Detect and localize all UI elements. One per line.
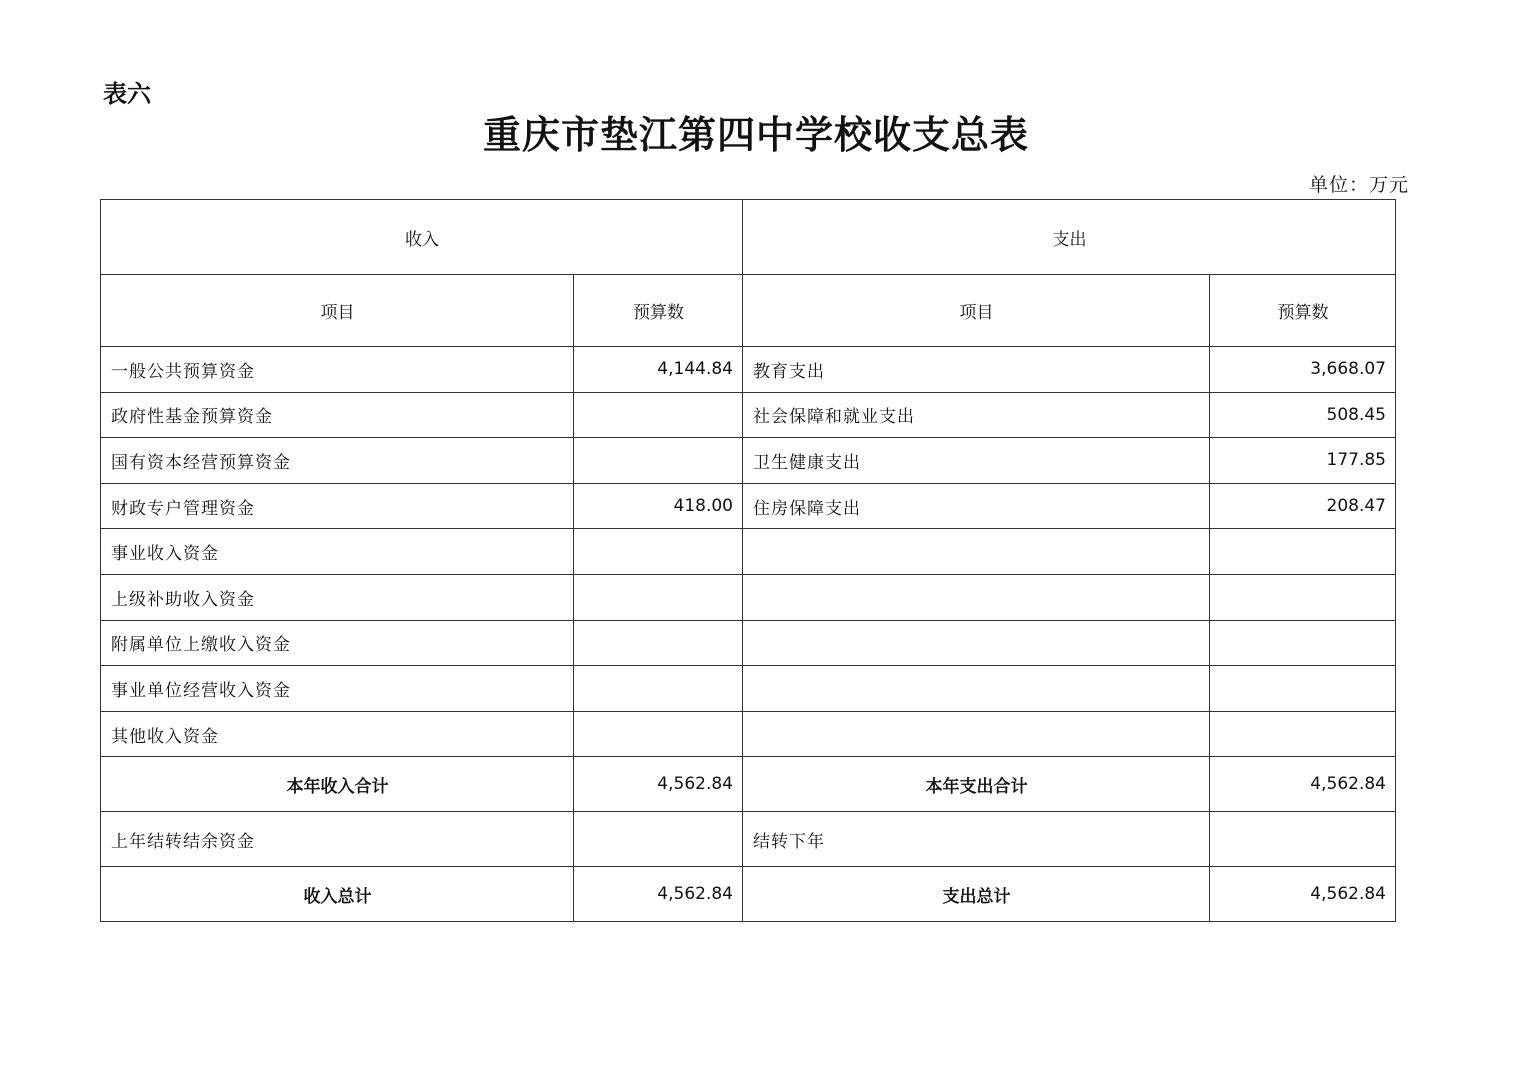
income-amount-cell <box>574 438 743 484</box>
expense-item-cell: 卫生健康支出 <box>743 438 1210 484</box>
carryover-row <box>101 812 1396 867</box>
income-item-cell: 上级补助收入资金 <box>101 574 574 620</box>
expense-amount-cell <box>1210 711 1396 757</box>
table-row <box>101 483 1396 529</box>
income-total-amount: 4,562.84 <box>574 867 743 922</box>
expense-subtotal-amount: 4,562.84 <box>1210 757 1396 812</box>
expense-item-cell <box>743 620 1210 666</box>
table-row <box>101 392 1396 438</box>
expense-item-cell: 住房保障支出 <box>743 483 1210 529</box>
expense-amount-cell: 208.47 <box>1210 483 1396 529</box>
table-row <box>101 529 1396 575</box>
expense-group-header: 支出 <box>743 200 1396 275</box>
income-amount-cell: 4,144.84 <box>574 347 743 393</box>
expense-item-cell <box>743 666 1210 712</box>
table-row <box>101 666 1396 712</box>
expense-item-cell <box>743 574 1210 620</box>
expense-amount-cell <box>1210 620 1396 666</box>
income-subtotal-amount: 4,562.84 <box>574 757 743 812</box>
column-header-row <box>101 275 1396 347</box>
income-group-header: 收入 <box>101 200 743 275</box>
income-carryover-label: 上年结转结余资金 <box>101 812 574 867</box>
unit-note: 单位：万元 <box>1308 174 1409 196</box>
expense-amount-cell <box>1210 574 1396 620</box>
income-item-cell: 国有资本经营预算资金 <box>101 438 574 484</box>
expense-total-label: 支出总计 <box>743 867 1210 922</box>
subtotal-row <box>101 757 1396 812</box>
grand-total-row <box>101 867 1396 922</box>
expense-item-cell <box>743 711 1210 757</box>
table-row <box>101 620 1396 666</box>
table-number-label: 表六 <box>103 80 151 108</box>
expense-amount-cell: 508.45 <box>1210 392 1396 438</box>
expense-amount-cell <box>1210 529 1396 575</box>
income-amount-cell <box>574 529 743 575</box>
expense-item-cell: 教育支出 <box>743 347 1210 393</box>
expense-amount-cell <box>1210 666 1396 712</box>
income-total-label: 收入总计 <box>101 867 574 922</box>
expense-carryover-amount <box>1210 812 1396 867</box>
income-amount-cell <box>574 711 743 757</box>
income-amount-cell <box>574 574 743 620</box>
income-amount-cell <box>574 392 743 438</box>
expense-amount-cell: 3,668.07 <box>1210 347 1396 393</box>
expense-item-column-header: 项目 <box>743 275 1210 347</box>
income-item-cell: 其他收入资金 <box>101 711 574 757</box>
expense-total-amount: 4,562.84 <box>1210 867 1396 922</box>
income-item-cell: 政府性基金预算资金 <box>101 392 574 438</box>
expense-carryover-label: 结转下年 <box>743 812 1210 867</box>
table-row <box>101 438 1396 484</box>
expense-amount-cell: 177.85 <box>1210 438 1396 484</box>
expense-subtotal-label: 本年支出合计 <box>743 757 1210 812</box>
expense-budget-column-header: 预算数 <box>1210 275 1396 347</box>
income-item-cell: 附属单位上缴收入资金 <box>101 620 574 666</box>
income-item-cell: 事业收入资金 <box>101 529 574 575</box>
expense-item-cell: 社会保障和就业支出 <box>743 392 1210 438</box>
income-subtotal-label: 本年收入合计 <box>101 757 574 812</box>
income-carryover-amount <box>574 812 743 867</box>
income-budget-column-header: 预算数 <box>574 275 743 347</box>
income-expense-summary-table <box>100 199 1396 922</box>
income-item-cell: 财政专户管理资金 <box>101 483 574 529</box>
page-title: 重庆市垫江第四中学校收支总表 <box>482 112 1029 157</box>
group-header-row <box>101 200 1396 275</box>
income-item-cell: 事业单位经营收入资金 <box>101 666 574 712</box>
table-row <box>101 711 1396 757</box>
table-row <box>101 347 1396 393</box>
income-amount-cell <box>574 666 743 712</box>
income-amount-cell <box>574 620 743 666</box>
income-item-cell: 一般公共预算资金 <box>101 347 574 393</box>
expense-item-cell <box>743 529 1210 575</box>
table-row <box>101 574 1396 620</box>
income-item-column-header: 项目 <box>101 275 574 347</box>
income-amount-cell: 418.00 <box>574 483 743 529</box>
